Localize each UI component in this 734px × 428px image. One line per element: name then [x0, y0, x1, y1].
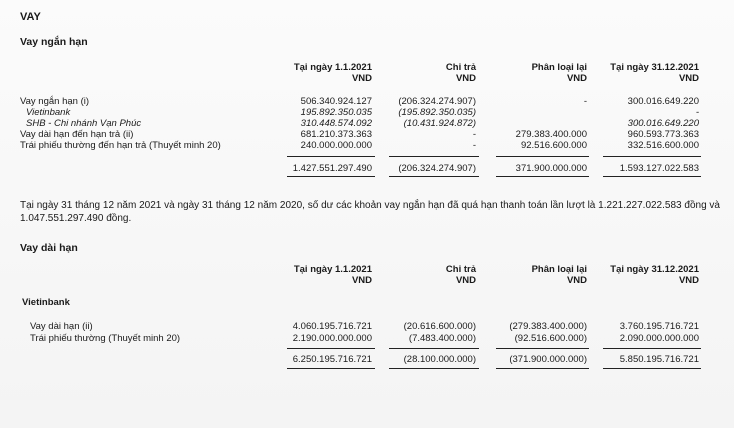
st-rule-col4 [603, 156, 701, 157]
st-total-col1: 1.427.551.297.490 [292, 163, 372, 174]
st-cell: 681.210.373.363 [300, 129, 372, 140]
st-cell: 310.448.574.092 [300, 118, 372, 129]
lt-double-rule-col4 [603, 368, 701, 369]
lt-cell: 2.090.000.000.000 [619, 333, 699, 344]
st-cell: 279.383.400.000 [515, 129, 587, 140]
st-total-col4: 1.593.127.022.583 [619, 163, 699, 174]
st-cell: (10.431.924.872) [403, 118, 476, 129]
st-cell: (195.892.350.035) [398, 107, 476, 118]
lt-cell: (20.616.600.000) [403, 321, 476, 332]
lt-total-col2: (28.100.000.000) [403, 354, 476, 365]
st-header-col4: Tại ngày 31.12.2021 VND [610, 62, 699, 84]
lt-row-label: Trái phiếu thường (Thuyết minh 20) [30, 333, 181, 344]
lt-total-col3: (371.900.000.000) [509, 354, 587, 365]
section-title: VAY [20, 11, 41, 23]
lt-rule-col3 [496, 348, 589, 349]
st-cell: 240.000.000.000 [300, 140, 372, 151]
lt-rule-col4 [603, 348, 701, 349]
lt-total-col1: 6.250.195.716.721 [292, 354, 372, 365]
lt-header-col4: Tại ngày 31.12.2021 VND [610, 264, 699, 286]
st-rule-col2 [389, 156, 479, 157]
st-cell: 960.593.773.363 [627, 129, 699, 140]
st-cell: 92.516.600.000 [520, 140, 587, 151]
lt-cell: (279.383.400.000) [509, 321, 587, 332]
st-double-rule-col4 [603, 176, 701, 177]
st-cell: 300.016.649.220 [627, 96, 699, 107]
st-rule-col3 [496, 156, 589, 157]
st-cell: - [695, 107, 699, 118]
st-row-label: Trái phiếu thường đến hạn trả (Thuyết minh 20) [20, 140, 221, 151]
overdue-note-paragraph: Tại ngày 31 tháng 12 năm 2021 và ngày 31 tháng 12 năm 2020, số dư các khoản vay ngắn hạn đã quá hạn thanh toán lần lượt là 1.221.227.022.583 đồng và 1.047.551.297.490 đồng. [20, 200, 720, 224]
st-total-col2: (206.324.274.907) [398, 163, 476, 174]
st-double-rule-col2 [389, 176, 479, 177]
st-cell: 332.516.600.000 [627, 140, 699, 151]
long-term-heading: Vay dài hạn [20, 242, 78, 254]
lt-double-rule-col1 [287, 368, 375, 369]
st-total-col3: 371.900.000.000 [515, 163, 587, 174]
lt-group-label: Vietinbank [22, 297, 70, 308]
lt-header-col1: Tại ngày 1.1.2021 VND [293, 264, 372, 286]
lt-header-col2: Chi trả VND [445, 264, 476, 286]
st-row-label: SHB - Chi nhánh Vạn Phúc [26, 118, 142, 129]
st-cell: 300.016.649.220 [627, 118, 699, 129]
st-header-col1: Tại ngày 1.1.2021 VND [293, 62, 372, 84]
st-double-rule-col3 [496, 176, 589, 177]
st-cell: (206.324.274.907) [398, 96, 476, 107]
st-cell: - [583, 96, 587, 107]
lt-rule-col2 [389, 348, 479, 349]
lt-double-rule-col2 [389, 368, 479, 369]
lt-double-rule-col3 [496, 368, 589, 369]
st-cell: 195.892.350.035 [300, 107, 372, 118]
lt-cell: 2.190.000.000.000 [292, 333, 372, 344]
st-double-rule-col1 [287, 176, 375, 177]
st-cell: - [472, 129, 476, 140]
st-cell: - [472, 140, 476, 151]
st-header-col2: Chi trả VND [445, 62, 476, 84]
lt-header-col3: Phân loại lại VND [531, 264, 587, 286]
short-term-heading: Vay ngắn hạn [20, 36, 88, 48]
lt-rule-col1 [287, 348, 375, 349]
lt-total-col4: 5.850.195.716.721 [619, 354, 699, 365]
lt-cell: 4.060.195.716.721 [292, 321, 372, 332]
st-header-col3: Phân loại lại VND [531, 62, 587, 84]
lt-row-label: Vay dài hạn (ii) [30, 321, 93, 332]
st-row-label: Vay ngắn hạn (i) [20, 96, 90, 107]
st-rule-col1 [287, 156, 375, 157]
lt-cell: (7.483.400.000) [408, 333, 476, 344]
st-row-label: Vietinbank [26, 107, 71, 118]
st-cell: 506.340.924.127 [300, 96, 372, 107]
st-row-label: Vay dài hạn đến hạn trả (ii) [20, 129, 134, 140]
lt-cell: 3.760.195.716.721 [619, 321, 699, 332]
lt-cell: (92.516.600.000) [514, 333, 587, 344]
